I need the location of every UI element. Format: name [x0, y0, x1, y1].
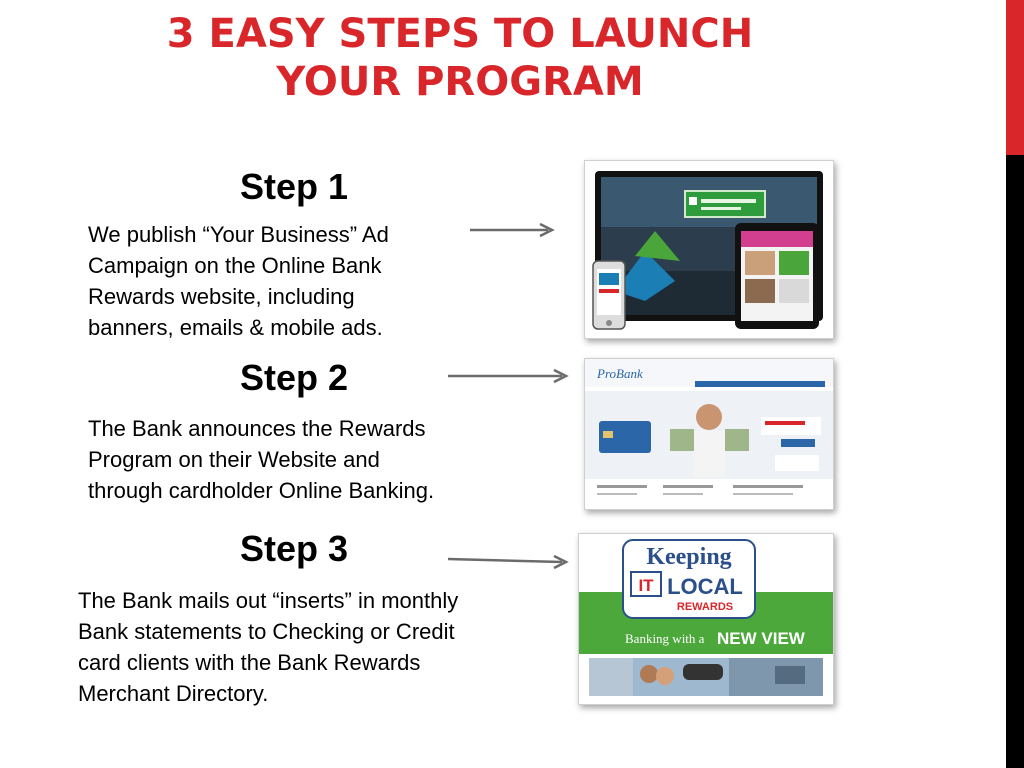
step-1-text-line: banners, emails & mobile ads.: [88, 315, 383, 340]
step-1-heading: Step 1: [240, 166, 349, 207]
step-3-heading: Step 3: [240, 528, 349, 569]
step-2-text-line: The Bank announces the Rewards: [88, 416, 426, 441]
side-bar-black: [1006, 155, 1024, 768]
logo-word-local: LOCAL: [667, 574, 743, 599]
logo-word-it: IT: [638, 576, 654, 595]
step-2-text-line: through cardholder Online Banking.: [88, 478, 435, 503]
step-1-text: [88, 219, 389, 343]
statement-insert-image: [578, 533, 834, 705]
bank-website-image: [584, 358, 834, 510]
step-3-text-line: card clients with the Bank Rewards: [78, 650, 421, 675]
title-line-1: 3 EASY STEPS TO LAUNCH: [166, 11, 754, 57]
step-3-text-line: Bank statements to Checking or Credit: [78, 619, 455, 644]
step-2-arrow-icon: [446, 366, 572, 386]
step-1-arrow-icon: [468, 220, 558, 240]
step-3-text-line: The Bank mails out “inserts” in monthly: [78, 588, 459, 613]
ad-campaign-devices-image: [584, 160, 834, 339]
slide-title: [90, 10, 830, 106]
step-2-text-line: Program on their Website and: [88, 447, 380, 472]
step-2-text: [88, 413, 434, 506]
step-1-text-line: We publish “Your Business” Ad: [88, 222, 389, 247]
step-3-arrow-icon: [446, 551, 572, 571]
step-3-text-line: Merchant Directory.: [78, 681, 269, 706]
bank-brand-logo: ProBank: [597, 366, 643, 381]
banner-emphasis: NEW VIEW: [717, 629, 805, 648]
step-3-text: [78, 585, 458, 709]
banner-prefix: Banking with a: [625, 631, 705, 646]
step-2-heading: Step 2: [240, 357, 349, 398]
title-line-2: YOUR PROGRAM: [276, 59, 644, 105]
side-bar-red: [1006, 0, 1024, 155]
step-1-text-line: Campaign on the Online Bank: [88, 253, 382, 278]
logo-word-rewards: REWARDS: [676, 601, 734, 613]
logo-word-keeping: Keeping: [646, 544, 732, 570]
step-1-text-line: Rewards website, including: [88, 284, 355, 309]
